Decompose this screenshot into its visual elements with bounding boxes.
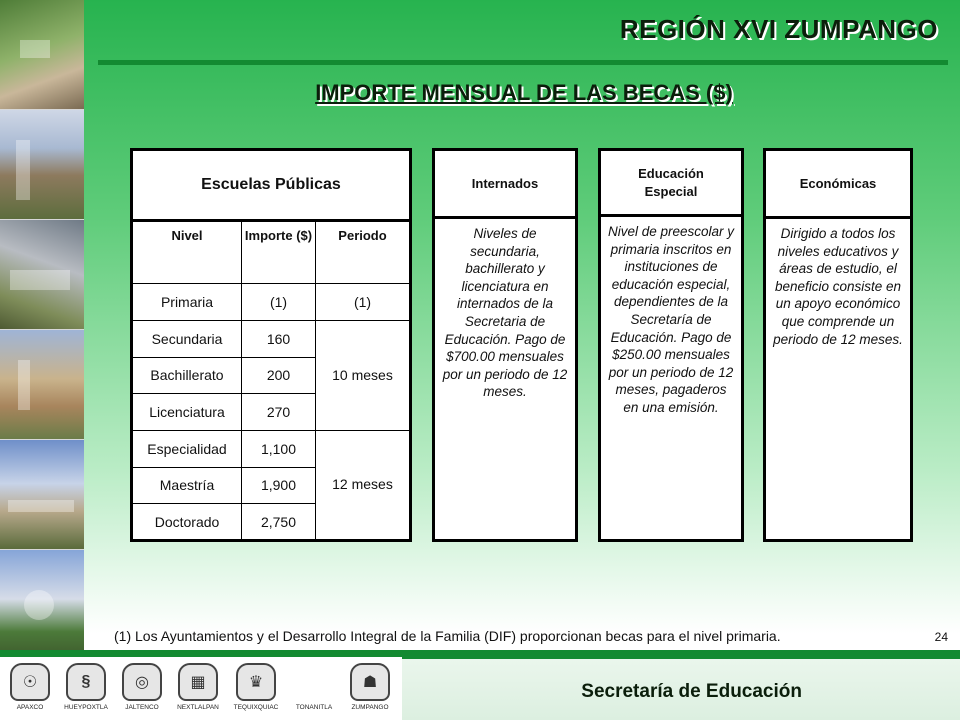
tequixquiac-glyph-icon: ♛ (236, 663, 276, 701)
table-row (132, 320, 411, 357)
photo-kiosk (0, 550, 84, 660)
glyph-label: TONANITLA (295, 704, 333, 711)
cell-importe: 2,750 (242, 504, 316, 541)
glyph-label: APAXCO (16, 704, 44, 711)
educacion-especial-text: Nivel de preescolar y primaria inscritos en instituciones de educación especial, dependientes de la Secretaría de Educación. Pago de $250.00 mensuales por un periodo de 12 meses, pagaderos en una emisión. (607, 224, 735, 415)
cell-periodo-10-meses: 10 meses (316, 320, 411, 430)
jaltenco-glyph-icon: ◎ (122, 663, 162, 701)
nextlalpan-glyph-icon: ▦ (178, 663, 218, 701)
glyph-apaxco (2, 663, 58, 711)
cell-importe: 200 (242, 357, 316, 394)
cell-nivel: Bachillerato (132, 357, 242, 394)
internados-card (432, 148, 578, 542)
page-number: 24 (934, 630, 948, 644)
column-header-nivel: Nivel (132, 221, 242, 284)
photo-strip (0, 0, 84, 660)
cell-periodo-12-meses: 12 meses (316, 430, 411, 540)
zumpango-glyph-icon: ☗ (350, 663, 390, 701)
cell-nivel: Doctorado (132, 504, 242, 541)
economicas-title: Económicas (766, 151, 910, 219)
glyph-label: NEXTLALPAN (177, 704, 219, 711)
public-schools-title: Escuelas Públicas (132, 150, 411, 221)
glyph-label: ZUMPANGO (351, 704, 389, 711)
photo-building (0, 220, 84, 330)
photo-church (0, 110, 84, 220)
hueypoxtla-glyph-icon: § (66, 663, 106, 701)
cell-nivel: Especialidad (132, 430, 242, 467)
public-schools-table (130, 148, 412, 542)
glyph-label: TEQUIXQUIAC (233, 704, 279, 711)
title-divider (98, 60, 948, 65)
table-row (132, 284, 411, 321)
footer (0, 657, 960, 720)
photo-palace (0, 330, 84, 440)
photo-plaza (0, 0, 84, 110)
glyph-nextlalpan (170, 663, 226, 711)
glyph-tequixquiac (228, 663, 284, 711)
cell-nivel: Secundaria (132, 320, 242, 357)
internados-text: Niveles de secundaria, bachillerato y licenciatura en internados de la Secretaria de Educación. Pago de $700.00 mensuales por un periodo de 12 meses. (442, 226, 568, 400)
educacion-especial-title: Educación Especial (601, 151, 741, 217)
tonanitla-glyph-icon (294, 663, 334, 701)
cell-nivel: Maestría (132, 467, 242, 504)
apaxco-glyph-icon: ☉ (10, 663, 50, 701)
footer-banner (402, 657, 960, 720)
cell-importe: 270 (242, 394, 316, 431)
glyph-hueypoxtla (58, 663, 114, 711)
glyph-zumpango (342, 663, 398, 711)
cell-importe: (1) (242, 284, 316, 321)
cell-importe: 160 (242, 320, 316, 357)
glyph-label: JALTENCO (125, 704, 159, 711)
glyph-jaltenco (114, 663, 170, 711)
internados-title: Internados (435, 151, 575, 219)
column-header-importe: Importe ($) (242, 221, 316, 284)
photo-street (0, 440, 84, 550)
municipality-glyphs (6, 663, 400, 720)
economicas-card (763, 148, 913, 542)
educacion-especial-card (598, 148, 744, 542)
glyph-label: HUEYPOXTLA (64, 704, 108, 711)
cell-nivel: Licenciatura (132, 394, 242, 431)
footnote: (1) Los Ayuntamientos y el Desarrollo Integral de la Familia (DIF) proporcionan becas para el nivel primaria. (114, 628, 781, 644)
glyph-tonanitla (286, 663, 342, 711)
cell-periodo: (1) (316, 284, 411, 321)
cell-nivel: Primaria (132, 284, 242, 321)
footer-divider (0, 650, 960, 657)
cell-importe: 1,900 (242, 467, 316, 504)
table-row (132, 430, 411, 467)
region-title: REGIÓN XVI ZUMPANGO (619, 14, 938, 44)
secretaria-label: Secretaría de Educación (581, 681, 802, 702)
cell-importe: 1,100 (242, 430, 316, 467)
column-header-periodo: Periodo (316, 221, 411, 284)
economicas-text: Dirigido a todos los niveles educativos y áreas de estudio, el beneficio consiste en un apoyo económico que comprende un periodo de 12 meses. (773, 226, 903, 347)
page-title: IMPORTE MENSUAL DE LAS BECAS ($) (315, 80, 733, 105)
